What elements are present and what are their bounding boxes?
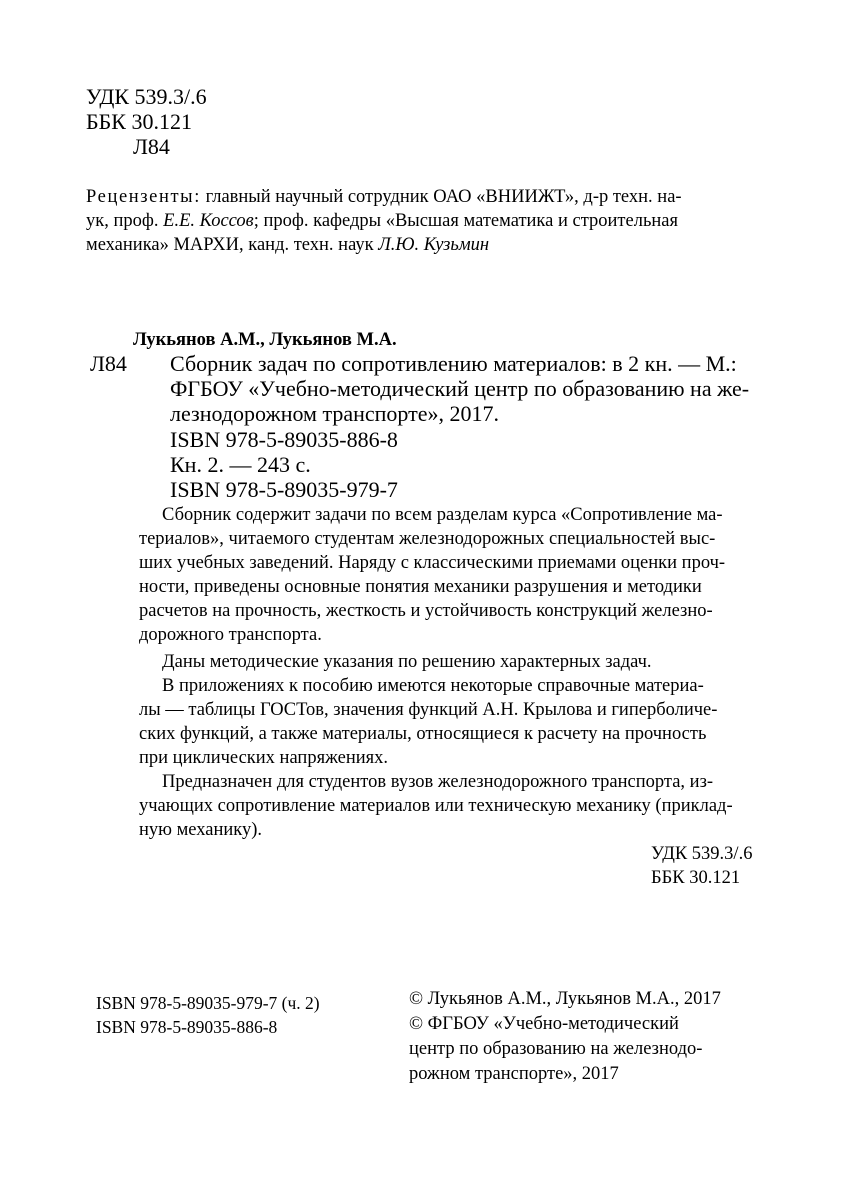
udk-code: УДК 539.3/.6 <box>86 84 207 109</box>
copyright-line-3: центр по образованию на железнодо- <box>409 1039 703 1059</box>
abstract-p1-line-1: Сборник содержит задачи по всем разделам курса «Сопротивление ма- <box>162 505 723 525</box>
bbk-code: ББК 30.121 <box>86 109 192 134</box>
abstract-p1-line-3: ших учебных заведений. Наряду с классическими приемами оценки проч- <box>139 553 726 573</box>
abstract-p1-line-5: расчетов на прочность, жесткость и устойчивость конструкций железно- <box>139 601 713 621</box>
record-isbn-set: ISBN 978-5-89035-886-8 <box>170 427 398 452</box>
record-title-line-2: ФГБОУ «Учебно-методический центр по образованию на же- <box>170 376 750 401</box>
copyright-line-2: © ФГБОУ «Учебно-методический <box>409 1014 679 1034</box>
reviewers-line-1: Рецензенты: главный научный сотрудник ОАО «ВНИИЖТ», д-р техн. на- <box>86 187 682 207</box>
abstract-p4-line-3: ную механику). <box>139 820 263 840</box>
copyright-line-4: рожном транспорте», 2017 <box>409 1064 619 1084</box>
record-title-line-3: лезнодорожном транспорте», 2017. <box>170 401 500 426</box>
record-mark: Л84 <box>90 351 127 376</box>
reviewers-line-3: механика» МАРХИ, канд. техн. наук Л.Ю. Кузьмин <box>86 235 490 255</box>
record-title-line-1: Сборник задач по сопротивлению материалов: в 2 кн. — М.: <box>170 351 737 376</box>
abstract-p3-line-2: лы — таблицы ГОСТов, значения функций А.Н. Крылова и гиперболиче- <box>139 700 718 720</box>
footer-isbn-set: ISBN 978-5-89035-886-8 <box>96 1017 278 1037</box>
author-mark: Л84 <box>133 134 170 159</box>
abstract-p3-line-1: В приложениях к пособию имеются некоторые справочные материа- <box>162 676 704 696</box>
abstract-p1-line-6: дорожного транспорта. <box>139 625 322 645</box>
footer-isbn-volume: ISBN 978-5-89035-979-7 (ч. 2) <box>96 993 320 1013</box>
reviewer-name-1: Е.Е. Коссов <box>163 211 254 231</box>
abstract-p1-line-4: ности, приведены основные понятия механики разрушения и методики <box>139 577 702 597</box>
copyright-line-1: © Лукьянов А.М., Лукьянов М.А., 2017 <box>409 989 721 1009</box>
record-authors: Лукьянов А.М., Лукьянов М.А. <box>133 330 397 350</box>
abstract-p4-line-1: Предназначен для студентов вузов железнодорожного транспорта, из- <box>162 772 714 792</box>
abstract-p1-line-2: териалов», читаемого студентам железнодорожных специальностей выс- <box>139 529 716 549</box>
reviewers-label: Рецензенты: <box>86 187 201 207</box>
abstract-p3-line-4: при циклических напряжениях. <box>139 748 389 768</box>
reviewer-name-2: Л.Ю. Кузьмин <box>378 235 490 255</box>
reviewers-line-2: ук, проф. Е.Е. Коссов; проф. кафедры «Высшая математика и строительная <box>86 211 679 231</box>
abstract-p3-line-3: ских функций, а также материалы, относящиеся к расчету на прочность <box>139 724 707 744</box>
record-volume: Кн. 2. — 243 с. <box>170 452 311 477</box>
abstract-bbk: ББК 30.121 <box>651 868 741 888</box>
abstract-p2-line-1: Даны методические указания по решению характерных задач. <box>162 652 652 672</box>
record-isbn-volume: ISBN 978-5-89035-979-7 <box>170 477 398 502</box>
abstract-p4-line-2: учающих сопротивление материалов или техническую механику (приклад- <box>139 796 733 816</box>
abstract-udk: УДК 539.3/.6 <box>651 844 753 864</box>
